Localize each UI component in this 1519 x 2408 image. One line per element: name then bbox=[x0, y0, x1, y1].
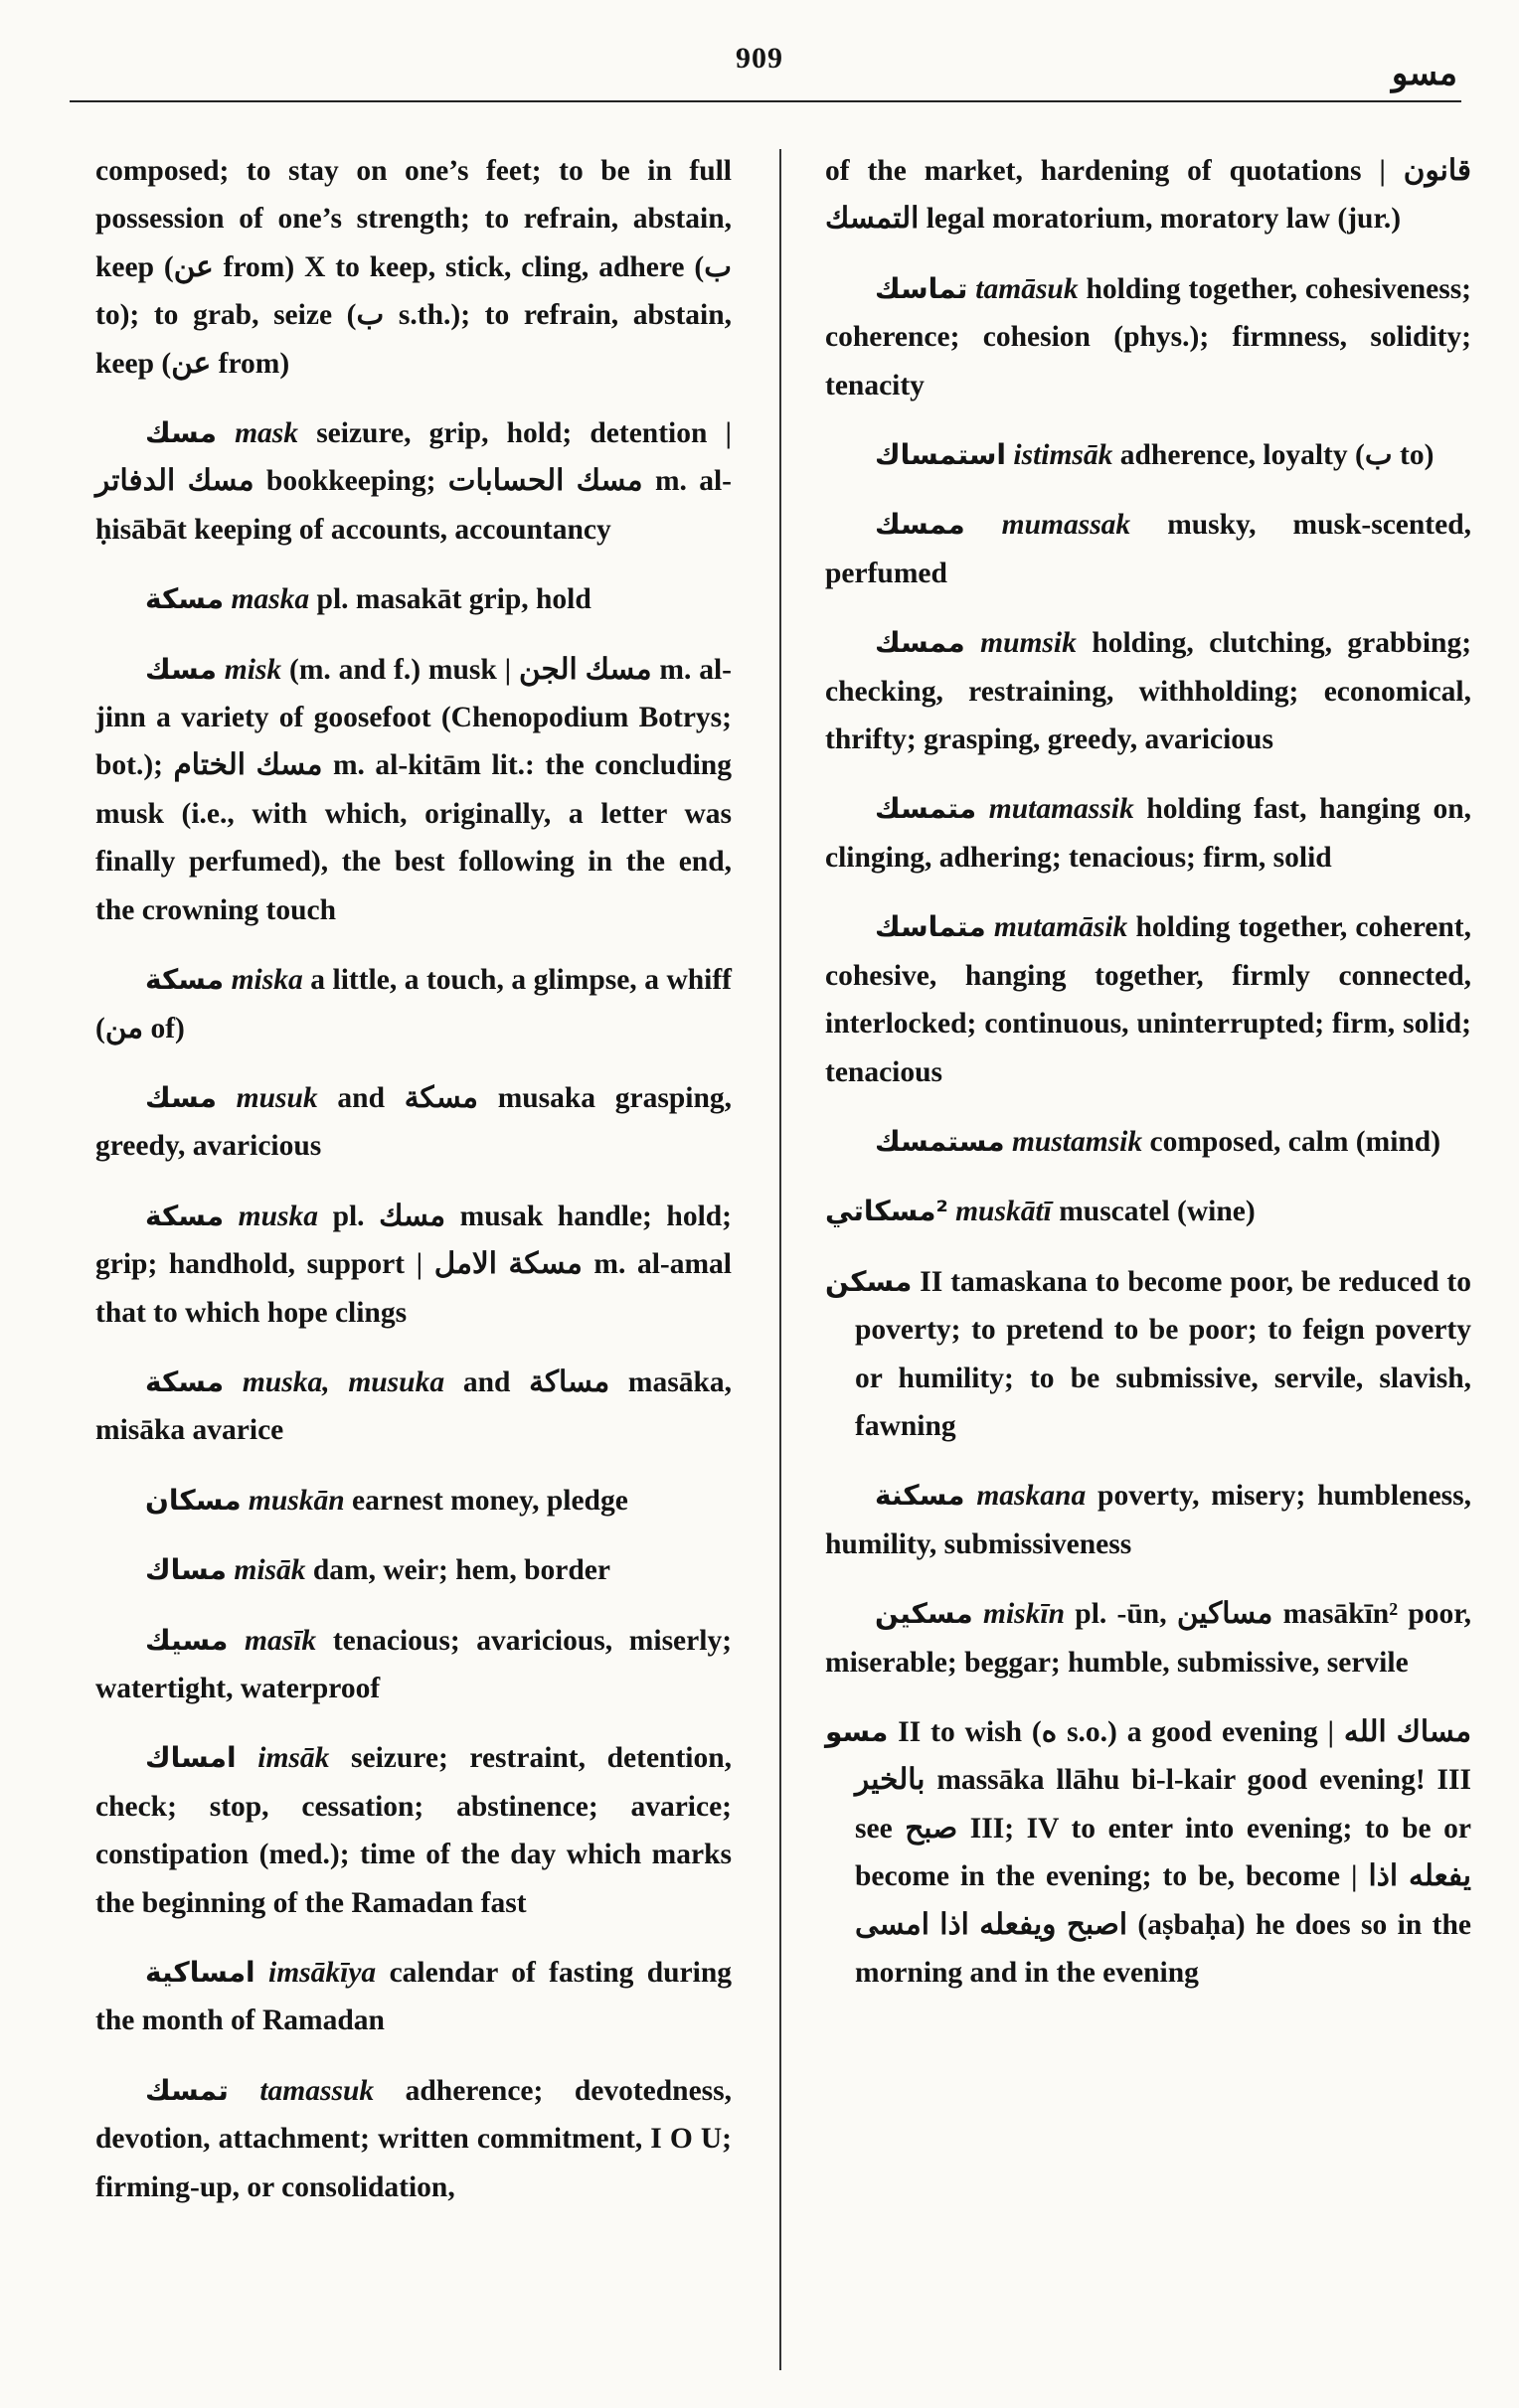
entry-transliteration: mutamāsik bbox=[993, 911, 1128, 944]
entry-arabic-headword: مسكين bbox=[875, 1597, 973, 1631]
entry-definition: and مسكة musaka grasping, greedy, avaricious bbox=[95, 1081, 733, 1163]
entry-arabic-headword: ممسك bbox=[875, 508, 965, 542]
entry-arabic-headword: مسيك bbox=[145, 1623, 229, 1657]
entry-transliteration: tamassuk bbox=[259, 2074, 375, 2107]
entry-definition: calendar of fasting during the month of Ramadan bbox=[95, 1957, 732, 2037]
entry-definition: adherence; devotedness, devotion, attachment; written commitment, I O U; firming-up, or consolidation, bbox=[95, 2074, 733, 2203]
entry-definition: holding together, coherent, cohesive, hanging together, firmly connected, interlocked; continuous, uninterrupted; firm, solid; tenacious bbox=[825, 911, 1471, 1088]
dictionary-entry bbox=[825, 903, 1471, 1096]
entry-arabic-headword: متماسك bbox=[875, 910, 986, 944]
entry-transliteration: miska bbox=[231, 964, 303, 997]
dictionary-entry bbox=[95, 2067, 732, 2211]
entry-transliteration: mumsik bbox=[980, 627, 1077, 660]
dictionary-entry bbox=[95, 646, 732, 934]
entry-transliteration: misk bbox=[224, 653, 282, 686]
dictionary-entry bbox=[95, 1359, 732, 1455]
entry-arabic-headword: مستمسك bbox=[875, 1124, 1005, 1158]
dictionary-entry bbox=[825, 785, 1471, 882]
page-number: 909 bbox=[736, 42, 783, 75]
dictionary-entry bbox=[95, 1477, 732, 1525]
entry-definition: poverty, misery; humbleness, humility, submissiveness bbox=[825, 1480, 1472, 1560]
entry-transliteration: musuk bbox=[236, 1081, 318, 1114]
entry-arabic-headword: مسك bbox=[145, 416, 217, 450]
entry-definition: dam, weir; hem, border bbox=[312, 1554, 610, 1587]
dictionary-entry bbox=[825, 1472, 1471, 1568]
dictionary-entry bbox=[95, 1074, 732, 1171]
entry-definition: composed; to stay on one’s feet; to be in full possession of one’s strength; to refrain, abstain, keep (عن from) X to keep, stick, cling, adhere (ب to); to grab, seize (ب s.th.); to refrain, abstain, keep (عن from) bbox=[95, 155, 732, 380]
entry-definition: holding together, cohesiveness; coherence; cohesion (phys.); firmness, solidity; tenacity bbox=[825, 272, 1472, 401]
entry-transliteration: mustamsik bbox=[1011, 1125, 1143, 1158]
dictionary-entry bbox=[95, 1949, 732, 2045]
entry-definition: seizure, grip, hold; detention | مسك الدفاتر bookkeeping; مسك الحسابات m. al-ḥisābāt keeping of accounts, accountancy bbox=[95, 417, 733, 546]
entry-definition: pl. masakāt grip, hold bbox=[316, 583, 591, 616]
entry-definition: a little, a touch, a glimpse, a whiff (من of) bbox=[95, 964, 733, 1044]
dictionary-entry bbox=[825, 431, 1471, 479]
entry-transliteration: maskana bbox=[976, 1480, 1087, 1513]
dictionary-entry bbox=[95, 956, 732, 1052]
entry-definition: adherence, loyalty (ب to) bbox=[1119, 439, 1435, 472]
right-column bbox=[825, 147, 1471, 2018]
entry-transliteration: masīk bbox=[245, 1624, 317, 1657]
dictionary-entry bbox=[825, 501, 1471, 597]
entry-arabic-headword: تمسك bbox=[145, 2073, 229, 2107]
header-rule bbox=[70, 100, 1461, 102]
entry-definition: II tamaskana to become poor, be reduced to poverty; to pretend to be poor; to feign poverty or humility; to be submissive, servile, slavish, fawning bbox=[855, 1265, 1472, 1442]
dictionary-entry bbox=[825, 1118, 1471, 1166]
entry-arabic-headword: استمساك bbox=[875, 438, 1007, 472]
entry-transliteration: mask bbox=[235, 417, 299, 450]
entry-definition: musky, musk-scented, perfumed bbox=[825, 509, 1472, 589]
entry-transliteration: muska, musuka bbox=[242, 1365, 445, 1398]
entry-arabic-headword: ²مسكاتي bbox=[825, 1195, 948, 1228]
entry-arabic-headword: مسكنة bbox=[875, 1479, 965, 1513]
dictionary-entry bbox=[825, 1258, 1471, 1451]
entry-transliteration: mutamassik bbox=[988, 793, 1134, 826]
left-column bbox=[95, 147, 732, 2233]
entry-arabic-headword: مسكة bbox=[145, 582, 225, 616]
entry-arabic-headword: مسك bbox=[145, 1080, 217, 1114]
entry-arabic-headword: متمسك bbox=[875, 792, 977, 826]
entry-arabic-headword: مساك bbox=[145, 1553, 228, 1587]
dictionary-entry bbox=[95, 1734, 732, 1927]
entry-definition: seizure; restraint, detention, check; stop, cessation; abstinence; avarice; constipation (med.); time of the day which marks the beginning of the Ramadan fast bbox=[95, 1742, 733, 1919]
entry-transliteration: muska bbox=[238, 1200, 318, 1232]
entry-transliteration: mumassak bbox=[1001, 509, 1131, 542]
entry-arabic-headword: مسكن bbox=[825, 1264, 913, 1298]
dictionary-entry bbox=[825, 265, 1471, 409]
entry-definition: holding fast, hanging on, clinging, adhering; tenacious; firm, solid bbox=[825, 793, 1472, 874]
entry-definition: composed, calm (mind) bbox=[1149, 1125, 1441, 1158]
entry-transliteration: misāk bbox=[234, 1554, 306, 1587]
dictionary-entry bbox=[95, 409, 732, 554]
entry-arabic-headword: مسكة bbox=[145, 1365, 225, 1398]
dictionary-entry bbox=[95, 575, 732, 623]
dictionary-entry bbox=[95, 1546, 732, 1594]
entry-arabic-headword: امساك bbox=[145, 1741, 237, 1775]
column-divider bbox=[779, 149, 781, 2370]
entry-transliteration: tamāsuk bbox=[975, 272, 1079, 305]
dictionary-entry bbox=[825, 1708, 1471, 1997]
entry-transliteration: maska bbox=[231, 583, 310, 616]
dictionary-entry bbox=[825, 619, 1471, 763]
dictionary-entry bbox=[825, 147, 1471, 243]
dictionary-entry bbox=[95, 1193, 732, 1337]
entry-transliteration: imsākīya bbox=[268, 1957, 377, 1989]
entry-arabic-headword: مسكان bbox=[145, 1483, 242, 1517]
entry-definition: earnest money, pledge bbox=[352, 1484, 628, 1517]
entry-definition: II to wish (ه s.o.) a good evening | مساك الله بالخير massāka llāhu bi-l-kair good evening! III see صبح III; IV to enter into evening; to be or become in the evening; to be, become | يفعله اذا اصبح ويفعله اذا امسى (aṣbaḥa) he does so in the morning and in the evening bbox=[855, 1715, 1471, 1989]
entry-definition: holding, clutching, grabbing; checking, restraining, withholding; economical, thrifty; grasping, greedy, avaricious bbox=[825, 627, 1472, 756]
entry-definition: pl. -ūn, مساكين masākīn² poor, miserable; beggar; humble, submissive, servile bbox=[825, 1598, 1471, 1679]
dictionary-entry bbox=[825, 1188, 1471, 1235]
entry-transliteration: miskīn bbox=[983, 1598, 1066, 1631]
entry-arabic-headword: تماسك bbox=[875, 271, 968, 305]
entry-definition: tenacious; avaricious, miserly; watertight, waterproof bbox=[95, 1624, 733, 1704]
entry-transliteration: muskān bbox=[248, 1484, 345, 1517]
entry-definition: of the market, hardening of quotations | قانون التمسك legal moratorium, moratory law (jur.) bbox=[825, 155, 1471, 236]
entry-definition: muscatel (wine) bbox=[1059, 1196, 1256, 1228]
entry-arabic-headword: مسو bbox=[825, 1714, 889, 1748]
entry-transliteration: muskātī bbox=[955, 1196, 1052, 1228]
entry-arabic-headword: مسكة bbox=[145, 1199, 225, 1232]
guide-word: مسو bbox=[1391, 56, 1457, 92]
entry-arabic-headword: مسكة bbox=[145, 963, 225, 997]
entry-arabic-headword: مسك bbox=[145, 652, 217, 686]
entry-transliteration: istimsāk bbox=[1013, 439, 1113, 472]
entry-definition: and مساكة masāka, misāka avarice bbox=[95, 1365, 732, 1447]
entry-arabic-headword: امساكية bbox=[145, 1956, 255, 1989]
dictionary-entry bbox=[95, 1617, 732, 1713]
entry-definition: (m. and f.) musk | مسك الجن m. al-jinn a variety of goosefoot (Chenopodium Botrys; bot.); مسك الختام m. al-kitām lit.: the concluding musk (i.e., with which, originally, a letter was finally perfumed), the best following in the end, the crowning touch bbox=[95, 653, 732, 926]
dictionary-entry bbox=[825, 1590, 1471, 1686]
entry-definition: pl. مسك musak handle; hold; grip; handhold, support | مسكة الامل m. al-amal that to which hope clings bbox=[95, 1200, 733, 1329]
dictionary-entry bbox=[95, 147, 732, 388]
entry-arabic-headword: ممسك bbox=[875, 626, 965, 660]
entry-transliteration: imsāk bbox=[257, 1742, 330, 1775]
